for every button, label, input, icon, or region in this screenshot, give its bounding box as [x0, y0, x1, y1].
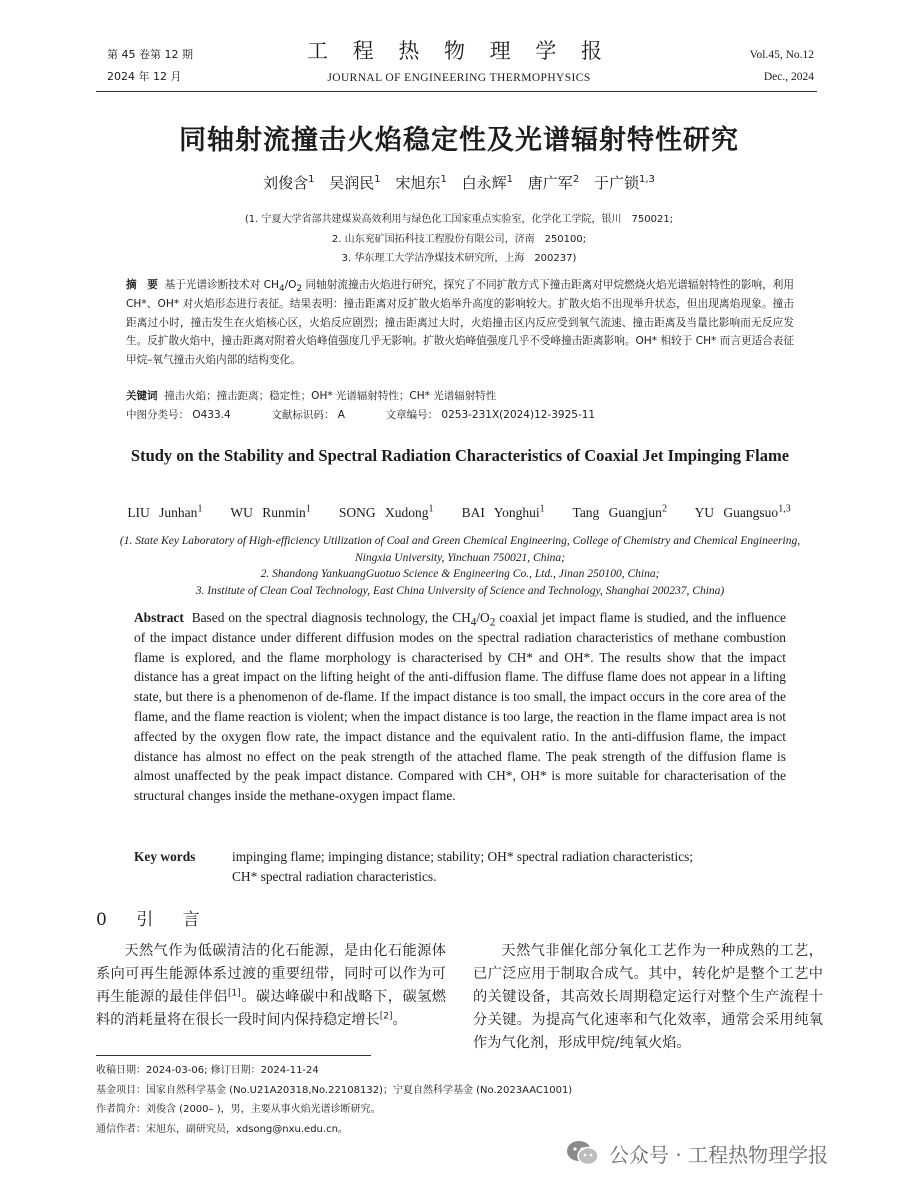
author-en: YU Guangsuo$^{1,3}$ — [694, 503, 791, 520]
volume-en: Vol.45, No.12 — [749, 49, 814, 61]
abstract-en: Abstract Based on the spectral diagnosis technology, the $CH_4/O_2$ coaxial jet impact flame is studied, and the influence of the impact distance under different diffusion modes on the spectral radiation characteristics of methane combustion flame is explored, and the flame morphology is characterised by CH* and OH*. The results show that the impact distance has a great impact on the lifting height of the anti-diffusion flame. The diffuse flame does not appear in a lifting state, but there is a phenomenon of de-flame. If the impact distance is too small, the impact occurs in the core area of the flame, and the flame reaction is violent; when the impact distance is too large, the reaction in the flame impact area is not affected by the oxygen flow rate, the impact distance and the equivalent ratio. In the anti-diffusion flame, the impact distance has almost no effect on the peak strength of the attached flame. The peak strength of the diffusion flame is almost unaffected by the peak impact distance. Compared with CH*, OH* is more suitable for characterisation of the structural changes inside the methane-oxygen impact flame. — [134, 610, 786, 804]
keywords-en-label: Key words — [134, 849, 196, 864]
footnote-received: 收稿日期：2024-03-06; 修订日期：2024-11-24 — [96, 1065, 319, 1076]
author-en: BAI Yonghui$^1$ — [461, 503, 545, 520]
affiliation-en: 3. Institute of Clean Coal Technology, East China University of Science and Technology, Shanghai 200237, China) — [195, 584, 725, 597]
volume-cn: 第 45 卷第 12 期 — [107, 48, 193, 61]
body-column-right — [473, 940, 823, 1055]
author-en: WU Runmin$^1$ — [230, 503, 311, 520]
header-left — [107, 44, 193, 88]
title-en: Study on the Stability and Spectral Radiation Characteristics of Coaxial Jet Impinging Flame — [130, 446, 790, 465]
header-rule — [96, 91, 817, 92]
affiliations-en — [110, 533, 810, 599]
author-en: SONG Xudong$^1$ — [338, 503, 434, 520]
affiliations-cn — [0, 210, 918, 269]
watermark-text: 公众号 · 工程热物理学报 — [609, 1142, 829, 1167]
author-cn: 刘俊含$^1$ — [263, 174, 315, 192]
date-en: Dec., 2024 — [763, 71, 814, 83]
classification: 中图分类号： O433.4 文献标识码： A 文章编号： 0253-231X(2024)12-3925-11 — [126, 409, 596, 421]
citation-ref[interactable]: [2] — [379, 1011, 393, 1022]
author-cn: 于广锁$^{1,3}$ — [593, 174, 655, 192]
journal-name-cn: 工 程 热 物 理 学 报 — [306, 39, 612, 63]
authors-cn — [0, 172, 918, 193]
affiliation-cn: (1. 宁夏大学省部共建煤炭高效利用与绿色化工国家重点实验室，化学化工学院，银川 750021; — [244, 214, 674, 225]
footnote-funding: 基金项目：国家自然科学基金 (No.U21A20318,No.22108132)；宁夏自然科学基金 (No.2023AAC1001) — [96, 1084, 573, 1096]
abstract-en-label: Abstract — [134, 610, 184, 625]
footnote-correspondence: 通信作者：宋旭东，副研究员，xdsong@nxu.edu.cn。 — [96, 1123, 348, 1135]
author-en: LIU Junhan$^1$ — [127, 503, 203, 520]
author-cn: 唐广军$^2$ — [527, 174, 580, 192]
abstract-cn: 摘 要 基于光谱诊断技术对 $CH_4/O_2$ 同轴射流撞击火焰进行研究，探究了不同扩散方式下撞击距离对甲烷燃烧火焰光谱辐射特性的影响，利用 CH*、OH* 对火焰形态进行表征。结果表明：撞击距离对反扩散火焰举升高度的影响较大。扩散火焰不出现举升状态，但出现离焰现象。撞击距离过小时，撞击发生在火焰核心区，火焰反应剧烈；撞击距离过大时，火焰撞击区内反应受到氧气流速、撞击距离及当量比影响而无反应发生。反扩散火焰中，撞击距离对附着火焰峰值强度几乎无影响。扩散火焰峰值强度几乎不受峰撞击距离影响。OH* 相较于 CH* 而言更适合表征甲烷–氧气撞击火焰内部的结构变化。 — [126, 279, 794, 367]
citation-ref[interactable]: [1] — [227, 988, 241, 999]
abstract-cn-label: 摘 要 — [126, 279, 158, 291]
author-en: Tang Guangjun$^2$ — [572, 503, 667, 520]
paragraph: 天然气作为低碳清洁的化石能源，是由化石能源体系向可再生能源体系过渡的重要纽带，同时可以作为可再生能源的最佳伴侣[1]。碳达峰碳中和战略下，碳氢燃料的消耗量将在很长一段时间内保持稳定增长[2]。 — [96, 943, 446, 1028]
wechat-icon — [565, 1139, 601, 1167]
keywords-en: Key words impinging flame; impinging distance; stability; OH* spectral radiation characteristics; CH* spectral radiation characteristics. — [134, 849, 694, 884]
author-cn: 白永辉$^1$ — [461, 174, 514, 192]
affiliation-en: 2. Shandong YankuangGuotuo Science & Engineering Co., Ltd., Jinan 250100, China; — [260, 568, 660, 580]
section-title: 0 引 言 — [96, 910, 212, 930]
affiliation-cn: 2. 山东兖矿国拓科技工程股份有限公司，济南 250100; — [331, 233, 587, 245]
watermark — [565, 1136, 828, 1170]
title-cn: 同轴射流撞击火焰稳定性及光谱辐射特性研究 — [179, 125, 739, 156]
header-right — [750, 44, 814, 88]
author-cn: 宋旭东$^1$ — [395, 174, 447, 192]
author-cn: 吴润民$^1$ — [329, 174, 381, 192]
date-cn: 2024 年 12 月 — [107, 70, 182, 83]
affiliation-en: (1. State Key Laboratory of High-efficiency Utilization of Coal and Green Chemical Engineering, College of Chemistry and Chemical Engineering, Ningxia University, Yinchuan 750021, China; — [119, 535, 801, 564]
footnotes — [96, 1061, 796, 1139]
authors-en — [0, 505, 918, 521]
paragraph: 天然气非催化部分氧化工艺作为一种成熟的工艺，已广泛应用于制取合成气。其中，转化炉是整个工艺中的关键设备，其高效长周期稳定运行对整个生产流程十分关键。为提高气化速率和气化效率，通常会采用纯氧作为气化剂，形成甲烷/纯氧火焰。 — [473, 943, 823, 1051]
footnote-author: 作者简介：刘俊含 (2000– )，男，主要从事火焰光谱诊断研究。 — [96, 1104, 381, 1115]
keywords-cn: 关键词 撞击火焰；撞击距离；稳定性；OH* 光谱辐射特性；CH* 光谱辐射特性 — [126, 390, 497, 402]
journal-name-en: JOURNAL OF ENGINEERING THERMOPHYSICS — [327, 72, 591, 84]
affiliation-cn: 3. 华东理工大学洁净煤技术研究所，上海 200237) — [341, 253, 577, 264]
footnote-rule — [96, 1055, 371, 1056]
keywords-cn-block — [126, 387, 806, 425]
body-column-left — [96, 940, 446, 1032]
header-center — [250, 38, 668, 88]
